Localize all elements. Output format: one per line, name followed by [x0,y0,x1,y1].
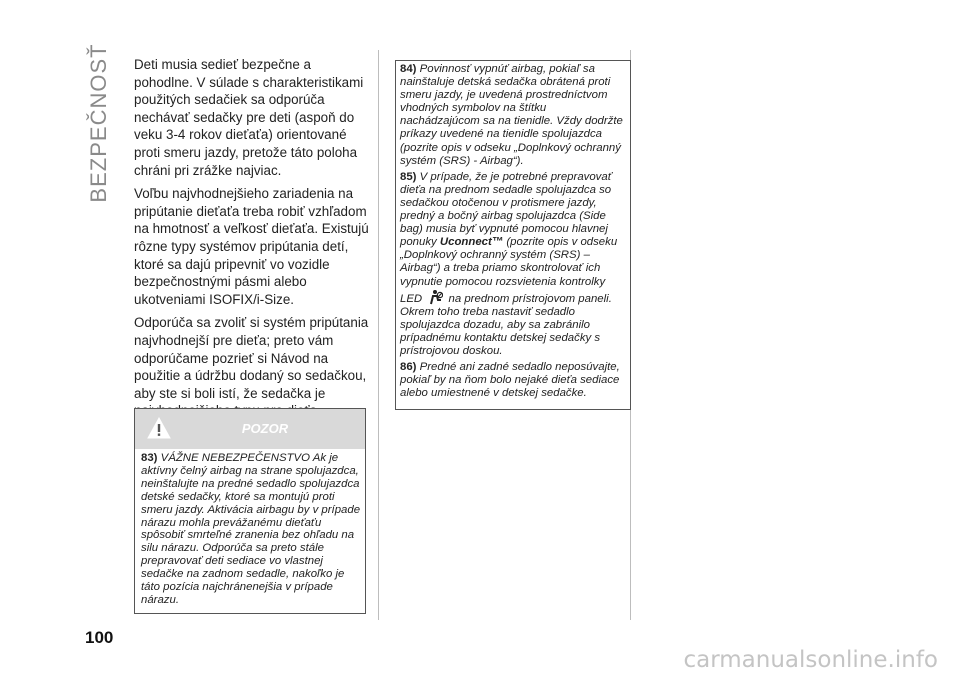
warning-box [134,408,366,614]
note-number: 83) [141,452,158,464]
column-divider [378,50,379,620]
note-number: 84) [400,63,417,75]
note-86 [400,361,626,400]
body-paragraph: Voľbu najvhodnejšieho zariadenia na pripútanie dieťaťa treba robiť vzhľadom na hmotnosť a veľkosť dieťaťa. Existujú rôzne typy systémov pripútania detí, ktoré sa dajú pripevniť vo vozidle bezpečnostnými pásmi alebo ukotveniami ISOFIX/i-Size. [134,186,369,307]
menu-name: Uconnect™ [439,236,504,249]
note-text: Povinnosť vypnúť airbag, pokiaľ sa nainštaluje detská sedačka obrátená proti smeru jazdy, je uvedená prostredníctvom vhodných symbolov na štítku nachádzajúcom sa na tienidle. Vždy dodržte príkazy uvedené na tienidle spolujazdca (pozrite opis v odseku „Doplnkový ochranný systém (SRS) - Airbag“). [400,63,623,167]
notes-box [395,60,631,410]
note-text: Predné ani zadné sedadlo neposúvajte, pokiaľ by na ňom bolo nejaké dieťa sediace alebo umiestnené v detskej sedačke. [400,361,620,400]
airbag-off-icon [427,289,443,305]
body-paragraph: Odporúča sa zvoliť si systém pripútania najvhodnejší pre dieťa; preto vám odporúčame pozrieť si Návod na použitie a údržbu dodaný so sedačkou, aby ste si boli istí, že sedačka je [134,315,369,401]
note-text: V prípade, že je potrebné prepravovať dieťa na prednom sedadle spolujazdca so sedačkou otočenou v protismere jazdy, predný a bočný airbag spolujazdca (Side bag) musia byť vypnuté pomocou hlavnej ponuky [400,170,612,249]
note-number: 85) [400,170,417,183]
watermark: carmanualsonline.info [683,647,938,673]
note-text: (pozrite opis v odseku „Doplnkový ochranný systém (SRS) – Airbag“) a treba priamo skontrolovať ich vypnutie pomocou rozsvietenia kontrolky LED [400,236,618,305]
body-paragraph: Deti musia sedieť bezpečne a pohodlne. V súlade s charakteristikami použitých sedačiek sa odporúča nechávať sedačky pre deti (aspoň do veku 3-4 rokov dieťaťa) orientované proti smeru jazdy, pretože táto poloha chráni pri zrážke najviac. [134,57,364,178]
note-85 [400,171,626,358]
warning-header [135,409,365,449]
note-84 [400,63,626,168]
section-title: BEZPEČNOSŤ [86,43,111,203]
warning-text [135,449,365,613]
page-number: 100 [85,628,114,647]
body-text-column [134,56,370,426]
warning-title: POZOR [241,421,289,436]
note-text: na prednom prístrojovom paneli. Okrem toho treba nastaviť sedadlo spolujazdca dozadu, aby sa zabránilo prípadnému kontaktu detskej sedačky s prístrojovou doskou. [400,292,612,357]
note-number: 86) [400,361,417,374]
warning-body-text: VÁŽNE NEBEZPEČENSTVO Ak je aktívny čelný airbag na strane spolujazdca, neinštalujte na predné sedadlo spolujazdca detské sedačky, ktoré sa montujú proti smeru jazdy. Aktivácia airbagu by v prípade nárazu mohla prevážanému dieťaťu spôsobiť smrteľné zranenia bez ohľadu na silu nárazu. Odporúča sa preto stále prepravovať deti sediace vo vlastnej sedačke na zadnom sedadle, nakoľko je táto pozícia najchránenejšia v prípade nárazu. [141,452,361,606]
